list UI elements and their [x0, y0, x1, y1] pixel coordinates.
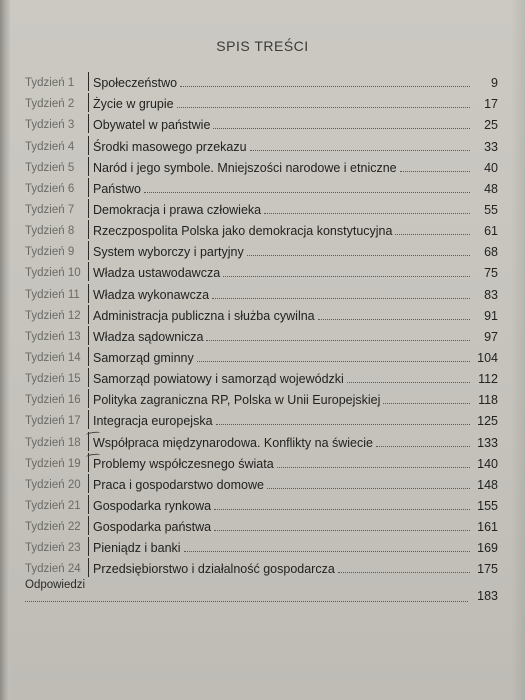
toc-entry: [25, 112, 498, 133]
entry-line: [88, 410, 498, 429]
entry-line: [88, 220, 498, 239]
entry-title: Administracja publiczna i służba cywilna: [93, 308, 315, 323]
toc-title: SPIS TREŚCI: [216, 38, 309, 54]
week-label: Tydzień 13: [25, 330, 81, 343]
dot-leader: [277, 467, 470, 468]
page-number: 68: [484, 245, 498, 260]
week-label: Tydzień 11: [25, 288, 80, 301]
toc-entry: [25, 408, 498, 429]
week-label: Tydzień 18: [25, 436, 81, 449]
entry-line: [88, 136, 498, 155]
entry-line: [88, 495, 498, 514]
dot-leader: [267, 488, 470, 489]
week-label: Tydzień 19: [25, 457, 81, 470]
dot-leader: [216, 424, 470, 425]
toc-entry: [25, 281, 498, 302]
page-number: 97: [484, 329, 498, 344]
entry-line: [88, 305, 498, 324]
entry-line: [88, 368, 498, 387]
entry-line: [88, 347, 498, 366]
entry-title: Władza wykonawcza: [93, 287, 210, 302]
week-label: Tydzień 17: [25, 415, 81, 428]
page-number: 175: [477, 562, 498, 577]
dot-leader: [338, 572, 470, 573]
dot-leader: [214, 509, 470, 510]
entry-line: [88, 72, 498, 91]
entry-line: [88, 537, 498, 556]
entry-line: [88, 326, 498, 345]
week-label: Tydzień 8: [25, 225, 75, 238]
entry-line: [88, 178, 498, 197]
toc-entry: [25, 303, 498, 324]
week-label: Tydzień 21: [25, 499, 81, 512]
week-label: Tydzień 4: [25, 140, 75, 153]
page-number: 17: [484, 97, 498, 112]
entry-title: Władza ustawodawcza: [93, 266, 221, 281]
week-label: Tydzień 6: [25, 182, 75, 195]
page-number: 125: [477, 414, 498, 429]
entry-title: Demokracja i prawa człowieka: [93, 202, 262, 217]
toc-entry: [25, 556, 498, 577]
dot-leader: [197, 361, 470, 362]
dot-leader: [212, 298, 470, 299]
toc-entry: [25, 366, 498, 387]
entry-line: [88, 453, 498, 472]
dot-leader: [144, 192, 470, 193]
dot-leader: [264, 213, 470, 214]
week-label: Tydzień 9: [25, 246, 75, 259]
toc-entry: [25, 239, 498, 260]
week-label: Tydzień 16: [25, 394, 81, 407]
week-label: Tydzień 10: [25, 267, 81, 280]
dot-leader: [214, 530, 470, 531]
page-edge-shadow: [511, 0, 525, 700]
dot-leader: [180, 86, 470, 87]
week-label: Tydzień 12: [25, 309, 81, 322]
page-number: 9: [491, 76, 498, 91]
entry-title: Integracja europejska: [93, 414, 213, 429]
answers-page-number: 183: [477, 589, 498, 604]
page-number: 40: [484, 160, 498, 175]
dot-leader: [206, 340, 470, 341]
entry-title: Naród i jego symbole. Mniejszości narodowe i etniczne: [93, 160, 397, 175]
dot-leader: [400, 171, 470, 172]
entry-line: [88, 157, 498, 176]
entry-title: Polityka zagraniczna RP, Polska w Unii Europejskiej: [93, 393, 381, 408]
toc-entry: [25, 176, 498, 197]
toc-entry: [25, 70, 498, 91]
week-label: Tydzień 14: [25, 351, 81, 364]
entry-line: [88, 516, 498, 535]
toc-entry: [25, 260, 498, 281]
page-number: 25: [484, 118, 498, 133]
dot-leader: [250, 150, 470, 151]
page-number: 140: [477, 456, 498, 471]
toc-entries: [25, 70, 498, 577]
toc-entry: [25, 218, 498, 239]
page-number: 148: [477, 477, 498, 492]
week-label: Tydzień 15: [25, 373, 81, 386]
entry-line: [88, 558, 498, 577]
week-label: Tydzień 5: [25, 161, 75, 174]
toc-entry: [25, 514, 498, 535]
dot-leader: [247, 255, 470, 256]
entry-title: Problemy współczesnego świata: [93, 456, 274, 471]
entry-line: [88, 432, 498, 451]
page-number: 48: [484, 181, 498, 196]
entry-title: Samorząd gminny: [93, 350, 194, 365]
table-of-contents: [25, 70, 498, 609]
week-label: Tydzień 2: [25, 98, 75, 111]
dot-leader: [376, 446, 470, 447]
toc-entry: [25, 345, 498, 366]
toc-entry: [25, 451, 498, 472]
toc-entry: [25, 493, 498, 514]
page-number: 55: [484, 202, 498, 217]
page-number: 75: [484, 266, 498, 281]
entry-title: Gospodarka rynkowa: [93, 498, 212, 513]
entry-line: [88, 93, 498, 112]
book-spine: [0, 0, 10, 700]
toc-entry: [25, 133, 498, 154]
toc-entry: [25, 387, 498, 408]
entry-line: [88, 389, 498, 408]
week-label: Tydzień 20: [25, 478, 81, 491]
entry-title: Państwo: [93, 181, 141, 196]
week-label: Tydzień 7: [25, 203, 75, 216]
toc-entry: [25, 429, 498, 450]
page-number: 104: [477, 350, 498, 365]
page-number: 61: [484, 224, 498, 239]
entry-line: [88, 284, 498, 303]
dot-leader: [177, 107, 470, 108]
answers-label: Odpowiedzi: [25, 579, 86, 592]
week-label: Tydzień 24: [25, 563, 81, 576]
entry-title: Pieniądz i banki: [93, 541, 181, 556]
toc-entry: [25, 155, 498, 176]
entry-line: [88, 199, 498, 218]
entry-title: System wyborczy i partyjny: [93, 245, 244, 260]
entry-title: Środki masowego przekazu: [93, 139, 247, 154]
dot-leader: [383, 403, 470, 404]
week-label: Tydzień 3: [25, 119, 75, 132]
week-label: Tydzień 1: [25, 77, 75, 90]
page-number: 161: [477, 520, 498, 535]
toc-entry: [25, 91, 498, 112]
entry-title: Współpraca międzynarodowa. Konflikty na świecie: [93, 435, 373, 450]
entry-title: Życie w grupie: [93, 97, 174, 112]
toc-entry: [25, 197, 498, 218]
dot-leader: [223, 276, 470, 277]
page-number: 133: [477, 435, 498, 450]
week-label: Tydzień 22: [25, 521, 81, 534]
entry-title: Rzeczpospolita Polska jako demokracja konstytucyjna: [93, 224, 393, 239]
toc-entry: [25, 324, 498, 345]
entry-title: Obywatel w państwie: [93, 118, 211, 133]
dot-leader: [213, 128, 470, 129]
toc-entry: [25, 535, 498, 556]
page-number: 169: [477, 541, 498, 556]
dot-leader: [184, 551, 470, 552]
entry-line: [88, 241, 498, 260]
dot-leader: [318, 319, 470, 320]
dot-leader: [395, 234, 470, 235]
entry-line: [88, 262, 498, 281]
page-number: 91: [484, 308, 498, 323]
page-number: 118: [478, 393, 498, 408]
dot-leader: [347, 382, 470, 383]
page-number: 33: [484, 139, 498, 154]
entry-line: [88, 474, 498, 493]
page-number: 83: [484, 287, 498, 302]
entry-title: Gospodarka państwa: [93, 520, 212, 535]
page-number: 155: [477, 498, 498, 513]
dot-leader: [25, 601, 468, 602]
page-number: 112: [478, 372, 498, 387]
toc-answers-entry: [25, 579, 498, 609]
toc-entry: [25, 472, 498, 493]
entry-title: Społeczeństwo: [93, 76, 178, 91]
entry-title: Samorząd powiatowy i samorząd wojewódzki: [93, 372, 344, 387]
week-label: Tydzień 23: [25, 542, 81, 555]
entry-line: [88, 114, 498, 133]
entry-title: Praca i gospodarstwo domowe: [93, 477, 264, 492]
entry-title: Władza sądownicza: [93, 329, 204, 344]
entry-title: Przedsiębiorstwo i działalność gospodarcza: [93, 562, 335, 577]
